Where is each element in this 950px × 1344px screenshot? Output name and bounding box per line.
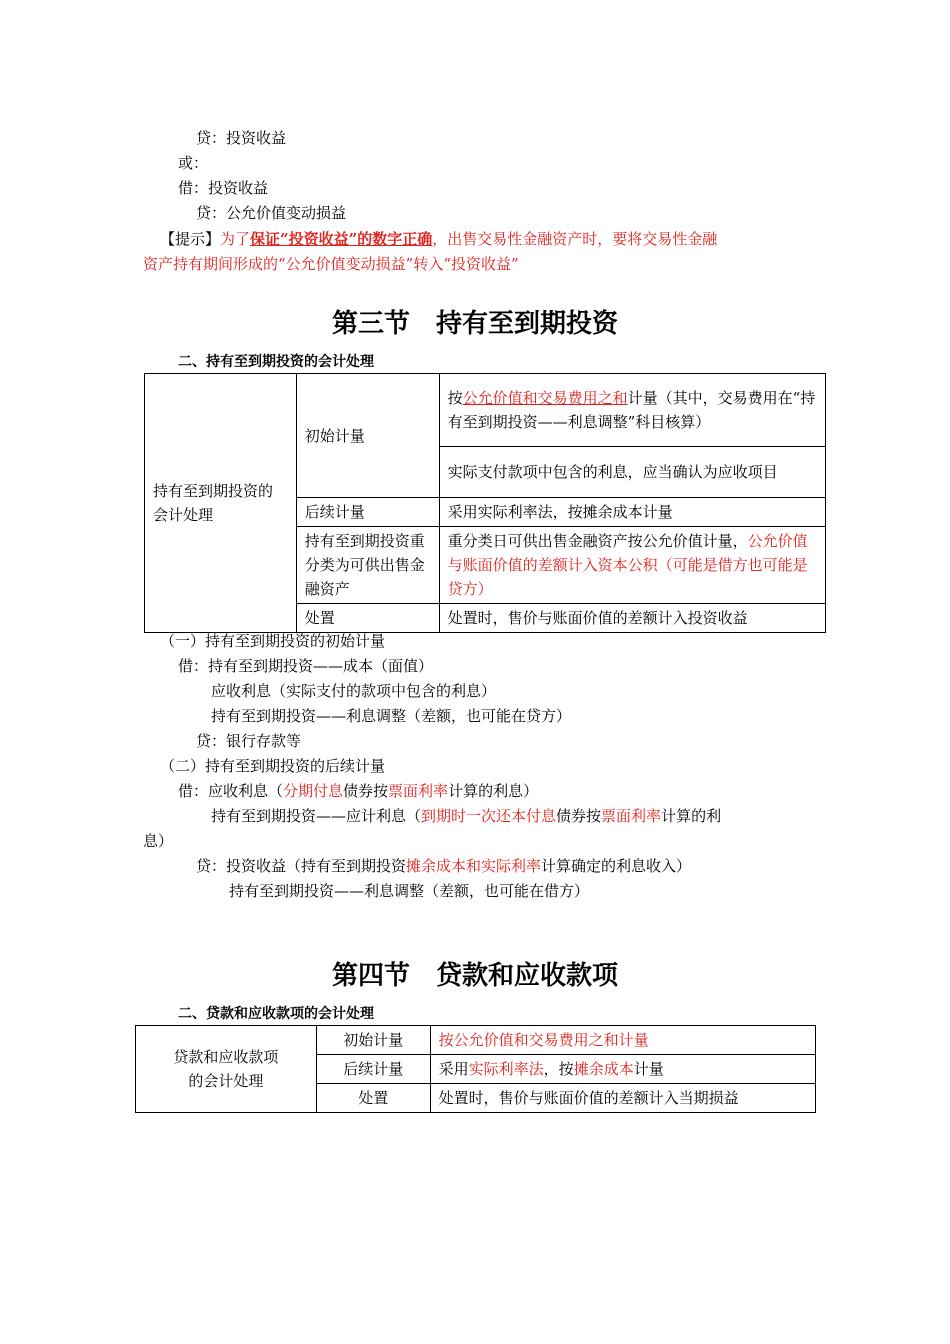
tip-line-1: [160, 227, 717, 251]
tip-line-2: 资产持有期间形成的“公允价值变动损益”转入“投资收益”: [143, 255, 519, 273]
s3-row4-label: 处置: [296, 604, 439, 633]
entry-credit-investment-income: 贷：投资收益: [196, 129, 287, 147]
s3-p3: 应收利息（实际支付的款项中包含的利息）: [211, 682, 497, 700]
s3-p8-d: 票面利率: [601, 807, 662, 825]
section3-subtitle: 二、持有至到期投资的会计处理: [178, 354, 374, 370]
s4-row2-label: 后续计量: [316, 1055, 430, 1084]
s4-row1-cell: 按公允价值和交易费用之和计量: [430, 1026, 815, 1055]
s3-p8: [211, 804, 721, 828]
s3-p7-b: 分期付息: [283, 782, 344, 800]
s4-table-main-label: 贷款和应收款项的会计处理: [136, 1026, 317, 1113]
s3-p4: 持有至到期投资——利息调整（差额，也可能在贷方）: [211, 707, 572, 725]
section3-table: [144, 373, 826, 633]
s3-p1: （一）持有至到期投资的初始计量: [160, 632, 386, 650]
s4-row2-cell: [430, 1055, 815, 1084]
s4-row2-c: ，按: [543, 1060, 574, 1078]
s3-row1a-cell: [439, 374, 825, 447]
s3-row2-cell: 采用实际利率法，按摊余成本计量: [439, 498, 825, 527]
s3-p7-a: 借：应收利息（: [178, 782, 284, 800]
s3-p10: 持有至到期投资——利息调整（差额，也可能在借方）: [229, 882, 590, 900]
s3-row3-label: 持有至到期投资重分类为可供出售金融资产: [296, 527, 439, 604]
s3-p9-c: 计算确定的利息收入）: [541, 857, 692, 875]
s3-p5: 贷：银行存款等: [196, 732, 302, 750]
s3-row1a-pre: 按: [447, 389, 463, 407]
s3-table-main-label: 持有至到期投资的会计处理: [145, 374, 297, 633]
s3-p7: [178, 779, 538, 803]
section3-title: 第三节 持有至到期投资: [331, 309, 618, 339]
section4-subtitle: 二、贷款和应收款项的会计处理: [178, 1006, 374, 1022]
entry-or: 或：: [178, 154, 209, 172]
s3-p2: 借：持有至到期投资——成本（面值）: [178, 657, 434, 675]
entry-credit-fair-value: 贷：公允价值变动损益: [196, 204, 347, 222]
section4-table: [135, 1025, 816, 1113]
section4-title: 第四节 贷款和应收款项: [331, 961, 618, 991]
s3-p9: [196, 854, 691, 878]
s3-row4-cell: 处置时，售价与账面价值的差额计入投资收益: [439, 604, 825, 633]
s4-row2-d: 摊余成本: [573, 1060, 634, 1078]
s3-row1a-red: 公允价值和交易费用之和: [462, 389, 628, 407]
s3-row2-label: 后续计量: [296, 498, 439, 527]
s3-p9-a: 贷：投资收益（持有至到期投资: [196, 857, 407, 875]
s4-row3-label: 处置: [316, 1084, 430, 1113]
entry-debit-investment-income: 借：投资收益: [178, 179, 269, 197]
s3-p6: （二）持有至到期投资的后续计量: [160, 757, 386, 775]
s3-p7-e: 计算的利息）: [448, 782, 539, 800]
s3-row1a-post: 计量（其中，交易费用在“持有至到期投资——利息调整”科目核算）: [447, 389, 816, 431]
s4-row3-cell: 处置时，售价与账面价值的差额计入当期损益: [430, 1084, 815, 1113]
s3-p8-wrap: 息）: [143, 832, 174, 850]
tip-text-c: ，出售交易性金融资产时，要将交易性金融: [432, 230, 718, 248]
s3-row3-cell: [439, 527, 825, 604]
tip-text-a: 为了: [220, 230, 251, 248]
s4-row2-b: 实际利率法: [468, 1060, 544, 1078]
s4-row2-a: 采用: [438, 1060, 469, 1078]
s3-row3-red: 公允价值与账面价值的差额计入资本公积（可能是借方也可能是贷方）: [447, 532, 808, 598]
s3-row1-label: 初始计量: [296, 374, 439, 498]
s4-row2-e: 计量: [633, 1060, 664, 1078]
tip-prefix: 【提示】: [160, 230, 221, 248]
s3-p8-b: 到期时一次还本付息: [421, 807, 557, 825]
s4-row1-label: 初始计量: [316, 1026, 430, 1055]
s3-row3-pre: 重分类日可供出售金融资产按公允价值计量，: [447, 532, 748, 550]
s3-p8-a: 持有至到期投资——应计利息（: [211, 807, 422, 825]
s3-row1b-cell: 实际支付款项中包含的利息，应当确认为应收项目: [439, 447, 825, 498]
s3-p8-e: 计算的利: [661, 807, 722, 825]
s3-p8-c: 债券按: [556, 807, 602, 825]
tip-emphasis: 保证“投资收益”的数字正确: [250, 230, 433, 248]
s3-p7-c: 债券按: [343, 782, 389, 800]
s3-p7-d: 票面利率: [388, 782, 449, 800]
s3-p9-b: 摊余成本和实际利率: [406, 857, 542, 875]
